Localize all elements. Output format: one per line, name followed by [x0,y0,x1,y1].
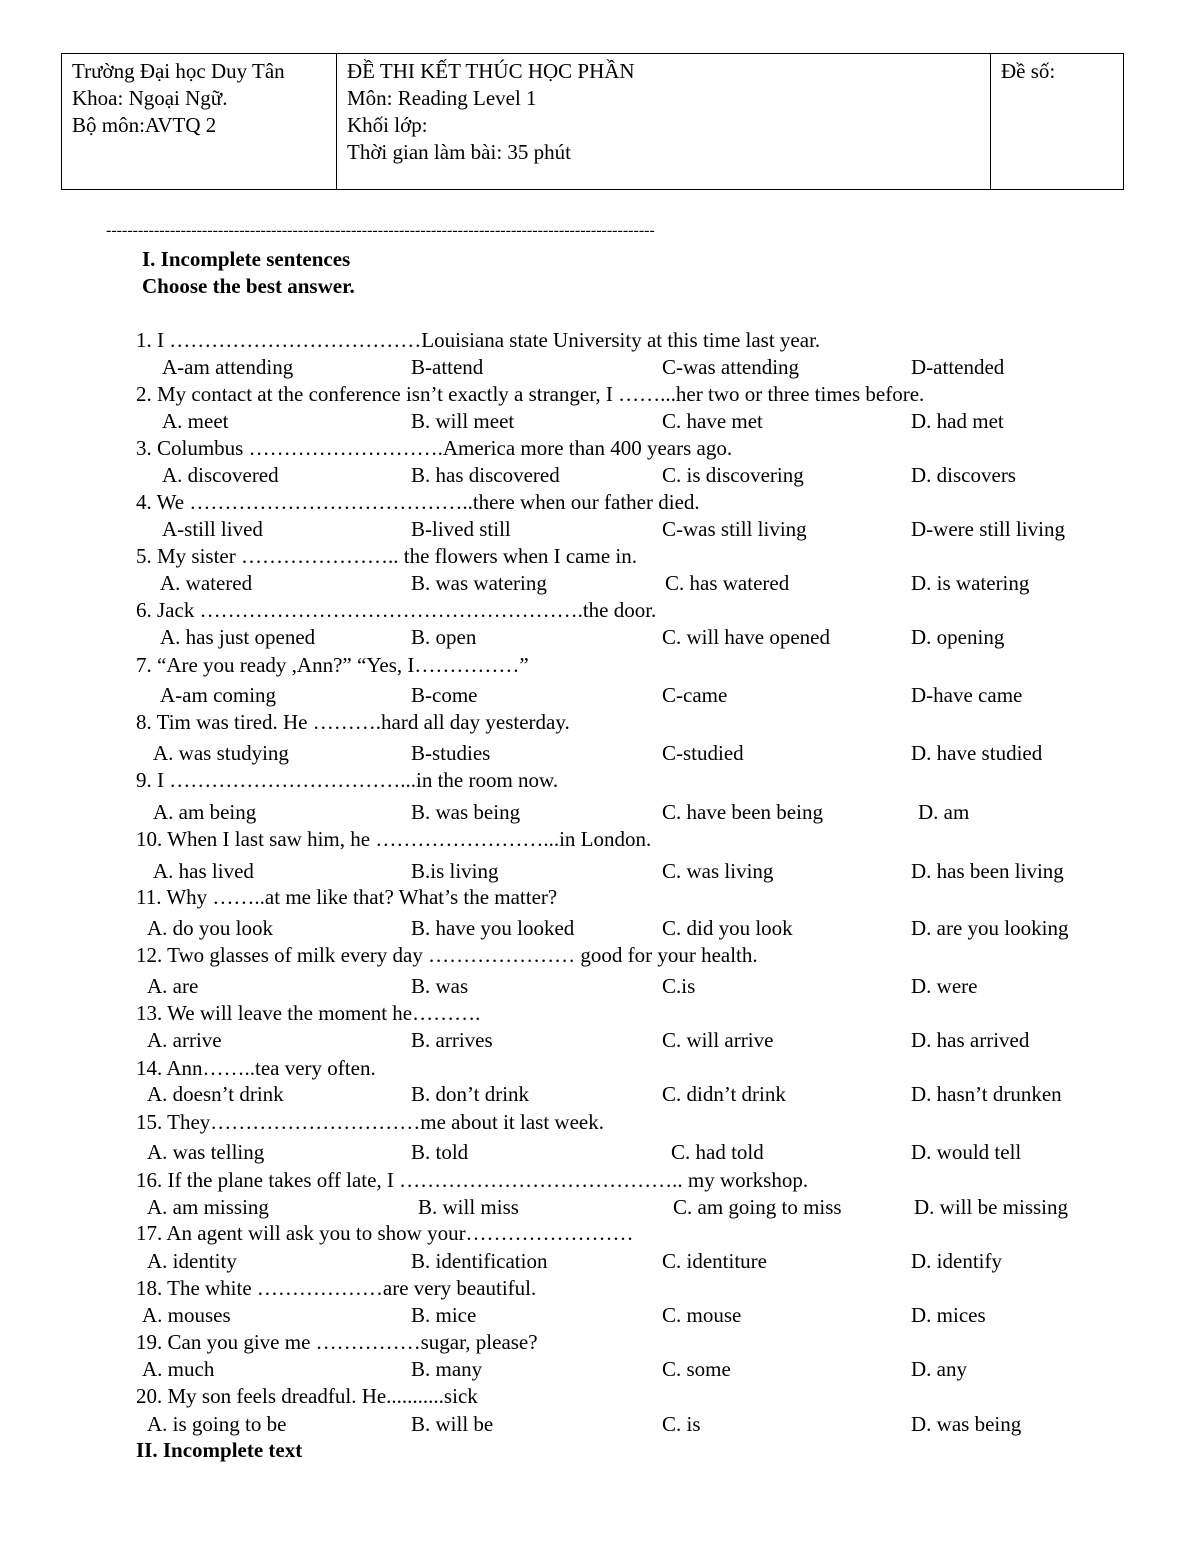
question-17-option-d: D. identify [911,1249,1002,1273]
question-4: 4. We …………………………………..there when our father died. [136,490,700,514]
question-12-option-c: C.is [662,974,696,998]
question-7-option-d: D-have came [911,683,1023,707]
section-1-title: I. Incomplete sentences [142,247,351,271]
question-16-option-b: B. will miss [418,1195,519,1219]
question-5-option-b: B. was watering [411,571,547,595]
question-18-option-d: D. mices [911,1303,986,1327]
question-18-option-a: A. mouses [142,1303,231,1327]
question-7-option-a: A-am coming [160,683,277,707]
question-5-option-a: A. watered [160,571,253,595]
question-13: 13. We will leave the moment he………. [136,1001,481,1025]
question-9-option-b: B. was being [411,800,521,824]
question-3-option-b: B. has discovered [411,463,560,487]
question-16-option-d: D. will be missing [914,1195,1069,1219]
question-20-option-a: A. is going to be [147,1412,287,1436]
question-2-option-c: C. have met [662,409,763,433]
question-9-option-d: D. am [918,800,970,824]
question-10-option-a: A. has lived [153,859,254,883]
question-6-option-b: B. open [411,625,477,649]
question-14-option-c: C. didn’t drink [662,1082,786,1106]
question-12-option-a: A. are [147,974,199,998]
question-4-option-b: B-lived still [411,517,511,541]
question-10: 10. When I last saw him, he ……………………...in London. [136,827,652,851]
question-2-option-a: A. meet [162,409,229,433]
question-2: 2. My contact at the conference isn’t exactly a stranger, I ……...her two or three times before. [136,382,925,406]
question-15: 15. They…………………………me about it last week. [136,1110,604,1134]
department-name: Bộ môn:AVTQ 2 [72,113,217,137]
question-11-option-d: D. are you looking [911,916,1069,940]
question-20-option-b: B. will be [411,1412,494,1436]
question-11: 11. Why ……..at me like that? What’s the matter? [136,885,558,909]
exam-info-cell [337,54,991,190]
dashed-divider: ------------------------------------------------------------------------------------------------------- [106,222,655,239]
question-18: 18. The white ………………are very beautiful. [136,1276,537,1300]
faculty-name: Khoa: Ngoại Ngữ. [72,86,228,110]
question-17-option-b: B. identification [411,1249,548,1273]
exam-header-table [61,53,1124,190]
question-6-option-c: C. will have opened [662,625,830,649]
question-12-option-d: D. were [911,974,978,998]
school-name: Trường Đại học Duy Tân [72,59,285,83]
subject-line: Môn: Reading Level 1 [347,86,537,110]
question-3-option-d: D. discovers [911,463,1016,487]
question-13-option-b: B. arrives [411,1028,493,1052]
question-10-option-c: C. was living [662,859,774,883]
question-14-option-d: D. hasn’t drunken [911,1082,1062,1106]
question-8-option-c: C-studied [662,741,744,765]
question-10-option-b: B.is living [411,859,499,883]
question-11-option-c: C. did you look [662,916,793,940]
question-9-option-c: C. have been being [662,800,823,824]
question-18-option-c: C. mouse [662,1303,742,1327]
question-8-option-a: A. was studying [153,741,289,765]
section-1-instruction: Choose the best answer. [142,274,355,298]
duration-line: Thời gian làm bài: 35 phút [347,140,571,164]
question-19-option-b: B. many [411,1357,483,1381]
question-11-option-b: B. have you looked [411,916,575,940]
question-14-option-b: B. don’t drink [411,1082,530,1106]
exam-code-label: Đề số: [1001,59,1056,83]
question-20-option-c: C. is [662,1412,701,1436]
question-7-option-c: C-came [662,683,728,707]
question-6: 6. Jack ……………………………………………….the door. [136,598,657,622]
question-4-option-c: C-was still living [662,517,807,541]
question-14: 14. Ann……..tea very often. [136,1056,376,1080]
question-13-option-a: A. arrive [147,1028,222,1052]
question-5-option-c: C. has watered [665,571,790,595]
question-2-option-b: B. will meet [411,409,515,433]
question-16-option-c: C. am going to miss [673,1195,842,1219]
question-20-option-d: D. was being [911,1412,1022,1436]
question-8-option-b: B-studies [411,741,491,765]
question-3-option-c: C. is discovering [662,463,804,487]
question-7-option-b: B-come [411,683,478,707]
question-13-option-c: C. will arrive [662,1028,774,1052]
question-16: 16. If the plane takes off late, I ………………………………….. my workshop. [136,1168,809,1192]
class-line: Khối lớp: [347,113,428,137]
question-1-option-c: C-was attending [662,355,800,379]
question-5-option-d: D. is watering [911,571,1030,595]
question-1-option-d: D-attended [911,355,1005,379]
question-15-option-b: B. told [411,1140,469,1164]
exam-title: ĐỀ THI KẾT THÚC HỌC PHẦN [347,59,635,83]
question-1: 1. I ………………………………Louisiana state University at this time last year. [136,328,821,352]
question-10-option-d: D. has been living [911,859,1064,883]
question-18-option-b: B. mice [411,1303,477,1327]
section-2-title: II. Incomplete text [136,1438,303,1462]
question-6-option-d: D. opening [911,625,1005,649]
question-8-option-d: D. have studied [911,741,1043,765]
question-11-option-a: A. do you look [147,916,273,940]
question-6-option-a: A. has just opened [160,625,316,649]
question-17-option-a: A. identity [147,1249,237,1273]
question-20: 20. My son feels dreadful. He...........sick [136,1384,478,1408]
question-19-option-c: C. some [662,1357,731,1381]
question-3-option-a: A. discovered [162,463,279,487]
question-16-option-a: A. am missing [147,1195,269,1219]
question-4-option-a: A-still lived [162,517,263,541]
question-12-option-b: B. was [411,974,469,998]
question-15-option-d: D. would tell [911,1140,1022,1164]
question-17-option-c: C. identiture [662,1249,767,1273]
question-5: 5. My sister ………………….. the flowers when I came in. [136,544,637,568]
question-19: 19. Can you give me ……………sugar, please? [136,1330,538,1354]
school-info-cell [62,54,337,190]
question-14-option-a: A. doesn’t drink [147,1082,284,1106]
exam-code-cell [991,54,1124,190]
question-19-option-a: A. much [142,1357,215,1381]
question-1-option-b: B-attend [411,355,484,379]
question-9: 9. I ……………………………...in the room now. [136,768,559,792]
question-12: 12. Two glasses of milk every day ………………… good for your health. [136,943,758,967]
question-19-option-d: D. any [911,1357,967,1381]
question-3: 3. Columbus ……………………….America more than 400 years ago. [136,436,733,460]
question-9-option-a: A. am being [153,800,257,824]
question-17: 17. An agent will ask you to show your…………………… [136,1221,634,1245]
question-4-option-d: D-were still living [911,517,1065,541]
question-15-option-c: C. had told [671,1140,764,1164]
question-1-option-a: A-am attending [162,355,294,379]
question-8: 8. Tim was tired. He ……….hard all day yesterday. [136,710,570,734]
question-7: 7. “Are you ready ,Ann?” “Yes, I……………” [136,653,529,677]
question-13-option-d: D. has arrived [911,1028,1030,1052]
question-15-option-a: A. was telling [147,1140,265,1164]
question-2-option-d: D. had met [911,409,1004,433]
